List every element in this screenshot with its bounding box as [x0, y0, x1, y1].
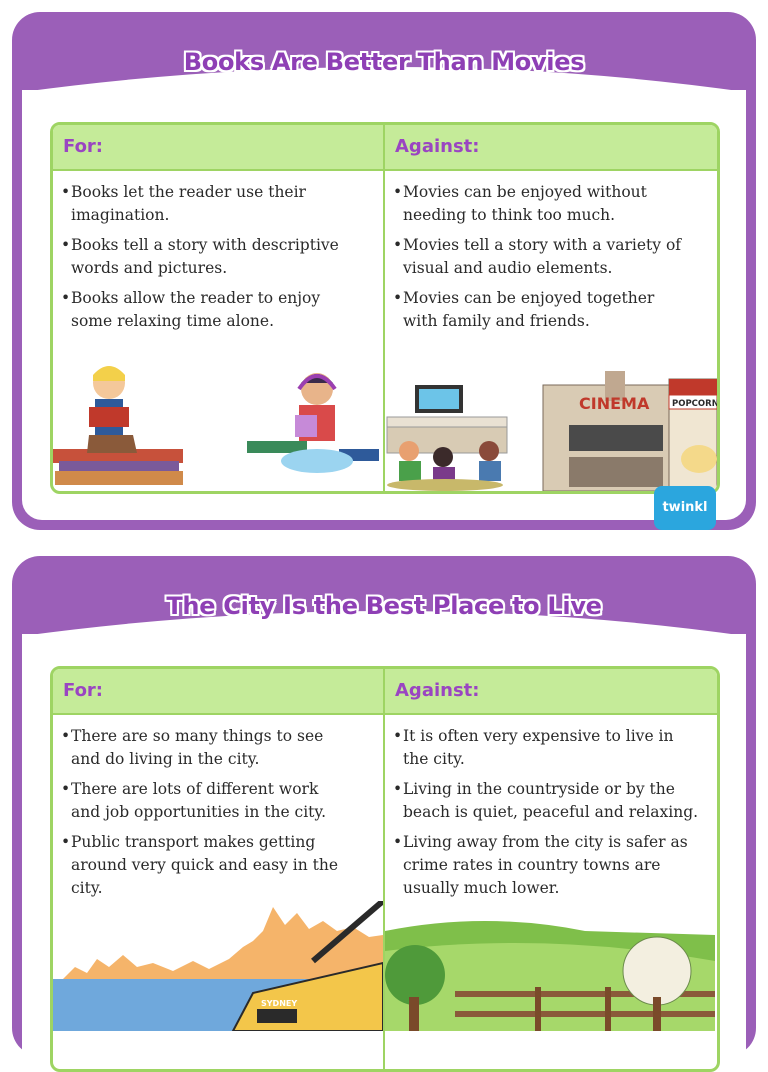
headphones-child-illustration	[243, 361, 383, 491]
twinkl-logo: twinkl	[654, 486, 716, 530]
cinema-building-illustration	[539, 361, 719, 491]
against-item: • Movies tell a story with a variety of visual and audio elements.	[393, 234, 693, 280]
debate-card-city	[12, 556, 756, 1056]
card-title: Books Are Better Than Movies	[183, 48, 585, 76]
for-against-table	[50, 666, 720, 1072]
against-item: • Living away from the city is safer as crime rates in country towns are usually much lower.	[393, 831, 703, 900]
for-item: • There are so many things to see and do living in the city.	[61, 725, 351, 771]
for-item: • There are lots of different work and job opportunities in the city.	[61, 778, 351, 824]
countryside-illustration	[385, 901, 715, 1031]
against-item: • Living in the countryside or by the beach is quiet, peaceful and relaxing.	[393, 778, 703, 824]
against-item: • It is often very expensive to live in the city.	[393, 725, 703, 771]
for-heading: For:	[63, 136, 104, 157]
for-column	[61, 181, 361, 340]
for-item: • Public transport makes getting around very quick and easy in the city.	[61, 831, 351, 900]
cinema-sign: CINEMA	[579, 394, 650, 413]
train-sign: SYDNEY	[261, 999, 298, 1008]
for-heading: For:	[63, 680, 104, 701]
for-against-table	[50, 122, 720, 494]
against-heading: Against:	[395, 136, 480, 157]
for-item: • Books allow the reader to enjoy some relaxing time alone.	[61, 287, 361, 333]
for-item: • Books let the reader use their imagination.	[61, 181, 361, 227]
against-column	[393, 725, 703, 907]
reading-child-illustration	[53, 361, 193, 491]
family-watching-tv-illustration	[385, 361, 535, 491]
for-column	[61, 725, 351, 907]
against-heading: Against:	[395, 680, 480, 701]
for-item: • Books tell a story with descriptive words and pictures.	[61, 234, 361, 280]
popcorn-sign: POPCORN	[672, 399, 719, 409]
against-item: • Movies can be enjoyed without needing to think too much.	[393, 181, 693, 227]
card-title: The City Is the Best Place to Live	[166, 592, 602, 620]
debate-card-books	[12, 12, 756, 530]
against-column	[393, 181, 693, 340]
city-skyline-illustration	[53, 901, 383, 1031]
against-item: • Movies can be enjoyed together with family and friends.	[393, 287, 693, 333]
